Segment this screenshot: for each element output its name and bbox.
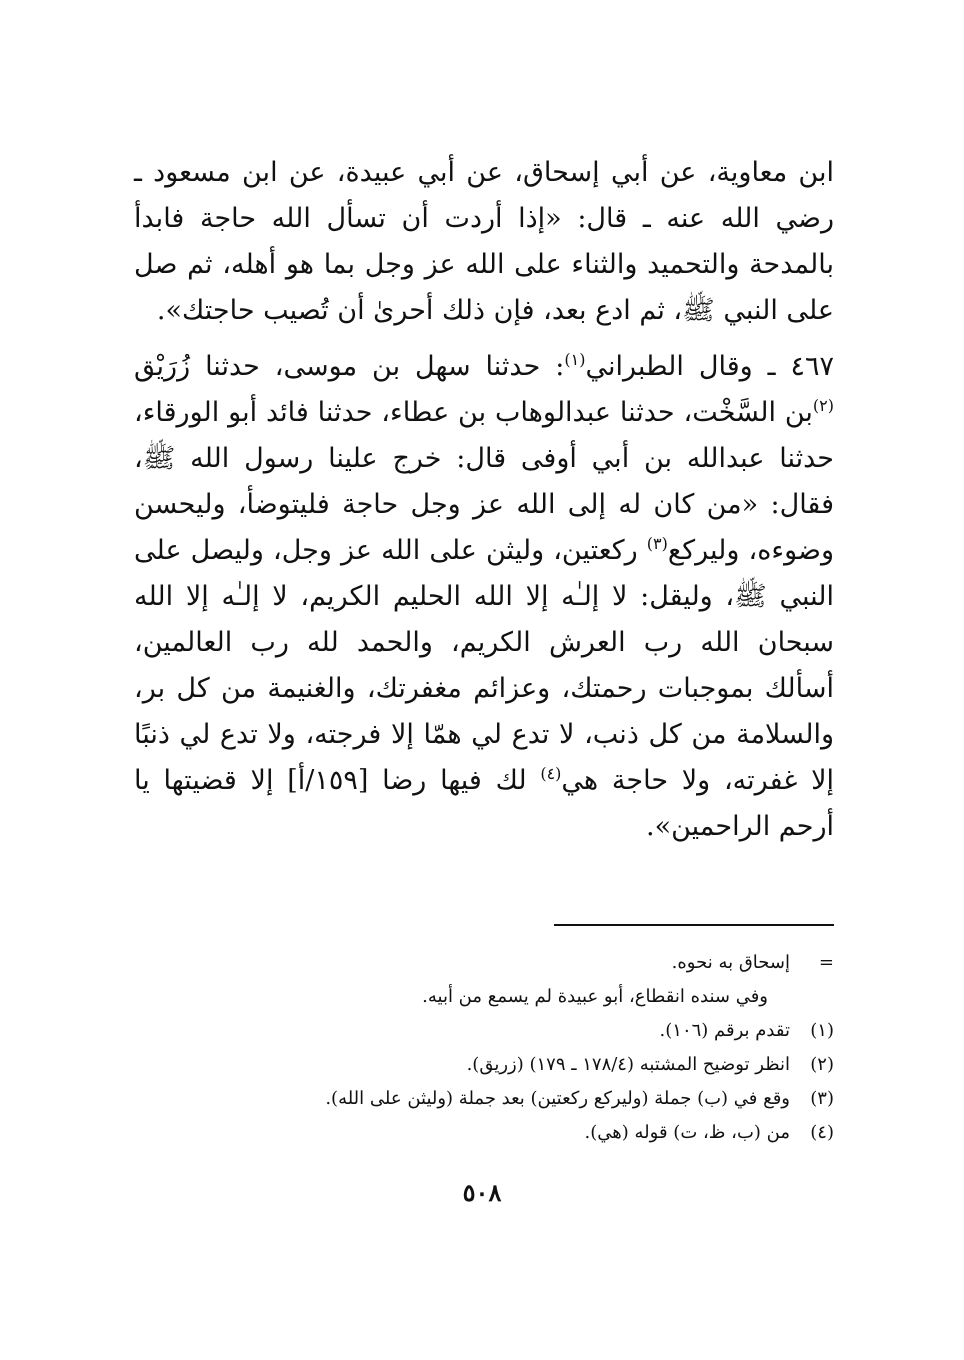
footnote-text: وقع في (ب) جملة (وليركع ركعتين) بعد جملة (وليثن على الله). [325,1088,790,1109]
paragraph-text-segment: : حدثنا سهل بن موسى، حدثنا زُرَيْق [134,351,565,382]
footnote-divider [554,924,834,926]
footnote-number: (١) [810,1020,834,1041]
continuation-marker: = [818,952,834,973]
footnote-item-4 [134,1116,834,1150]
footnote-number: (٢) [810,1054,834,1075]
footnote-item-2 [134,1048,834,1082]
footnote-number: (٣) [810,1088,834,1109]
footnote-text: انظر توضيح المشتبه (١٧٨/٤ ـ ١٧٩) (زريق). [466,1054,790,1075]
footnote-text: إسحاق به نحوه. [671,952,790,973]
footnote-ref-4: (٤) [540,764,562,783]
paragraph-hadith-467 [134,344,834,850]
footnote-number: (٤) [810,1122,834,1143]
footnote-ref-3: (٣) [646,534,668,553]
paragraph-hadith-ibn-masud: ابن معاوية، عن أبي إسحاق، عن أبي عبيدة، عن ابن مسعود ـ رضي الله عنه ـ قال: «إذا أردت أن تسأل الله حاجة فابدأ بالمدحة والتحميد والثناء على الله عز وجل بما هو أهله، ثم صل على النبي ﷺ، ثم ادع بعد، فإن ذلك أحرىٰ أن تُصيب حاجتك». [134,157,834,326]
paragraph-text-segment: لك فيها رضا [١٥٩/أ] إلا قضيتها يا أرحم الراحمين». [134,765,834,842]
footnotes-section [134,946,834,1150]
footnote-text: تقدم برقم (١٠٦). [659,1020,790,1041]
paragraph-text-segment: ركعتين، وليثن على الله عز وجل، وليصل على النبي ﷺ، وليقل: لا إلـٰه إلا الله الحليم الكريم، لا إلـٰه إلا الله سبحان الله رب العرش الكريم، والحمد لله رب العالمين، أسألك بموجبات رحمتك، وعزائم مغفرتك، والغنيمة من كل بر، والسلامة من كل ذنب، لا تدع لي همّا إلا فرجته، ولا تدع لي ذنبًا إلا غفرته، ولا حاجة هي [134,535,834,796]
footnote-ref-2: (٢) [812,396,834,415]
footnote-text: وفي سنده انقطاع، أبو عبيدة لم يسمع من أبيه. [422,986,768,1007]
main-text-body [134,150,834,850]
footnote-spacer [768,980,812,1014]
footnote-ref-1: (١) [564,350,586,369]
footnote-continuation-line [134,980,834,1014]
footnote-continuation-line [134,946,834,980]
footnote-item-3 [134,1082,834,1116]
footnote-item-1 [134,1014,834,1048]
footnote-text: من (ب، ظ، ت) قوله (هي). [584,1122,790,1143]
paragraph-text-segment: بن السَّخْت، حدثنا عبدالوهاب بن عطاء، حدثنا فائد أبو الورقاء، حدثنا عبدالله بن أبي أوفى قال: خرج علينا رسول الله ﷺ، فقال: «من كان له إلى الله عز وجل حاجة فليتوضأ، وليحسن وضوءه، وليركع [134,397,834,566]
paragraph-text-segment: ٤٦٧ ـ وقال الطبراني [585,351,834,382]
page-number: ٥٠٨ [462,1178,502,1207]
